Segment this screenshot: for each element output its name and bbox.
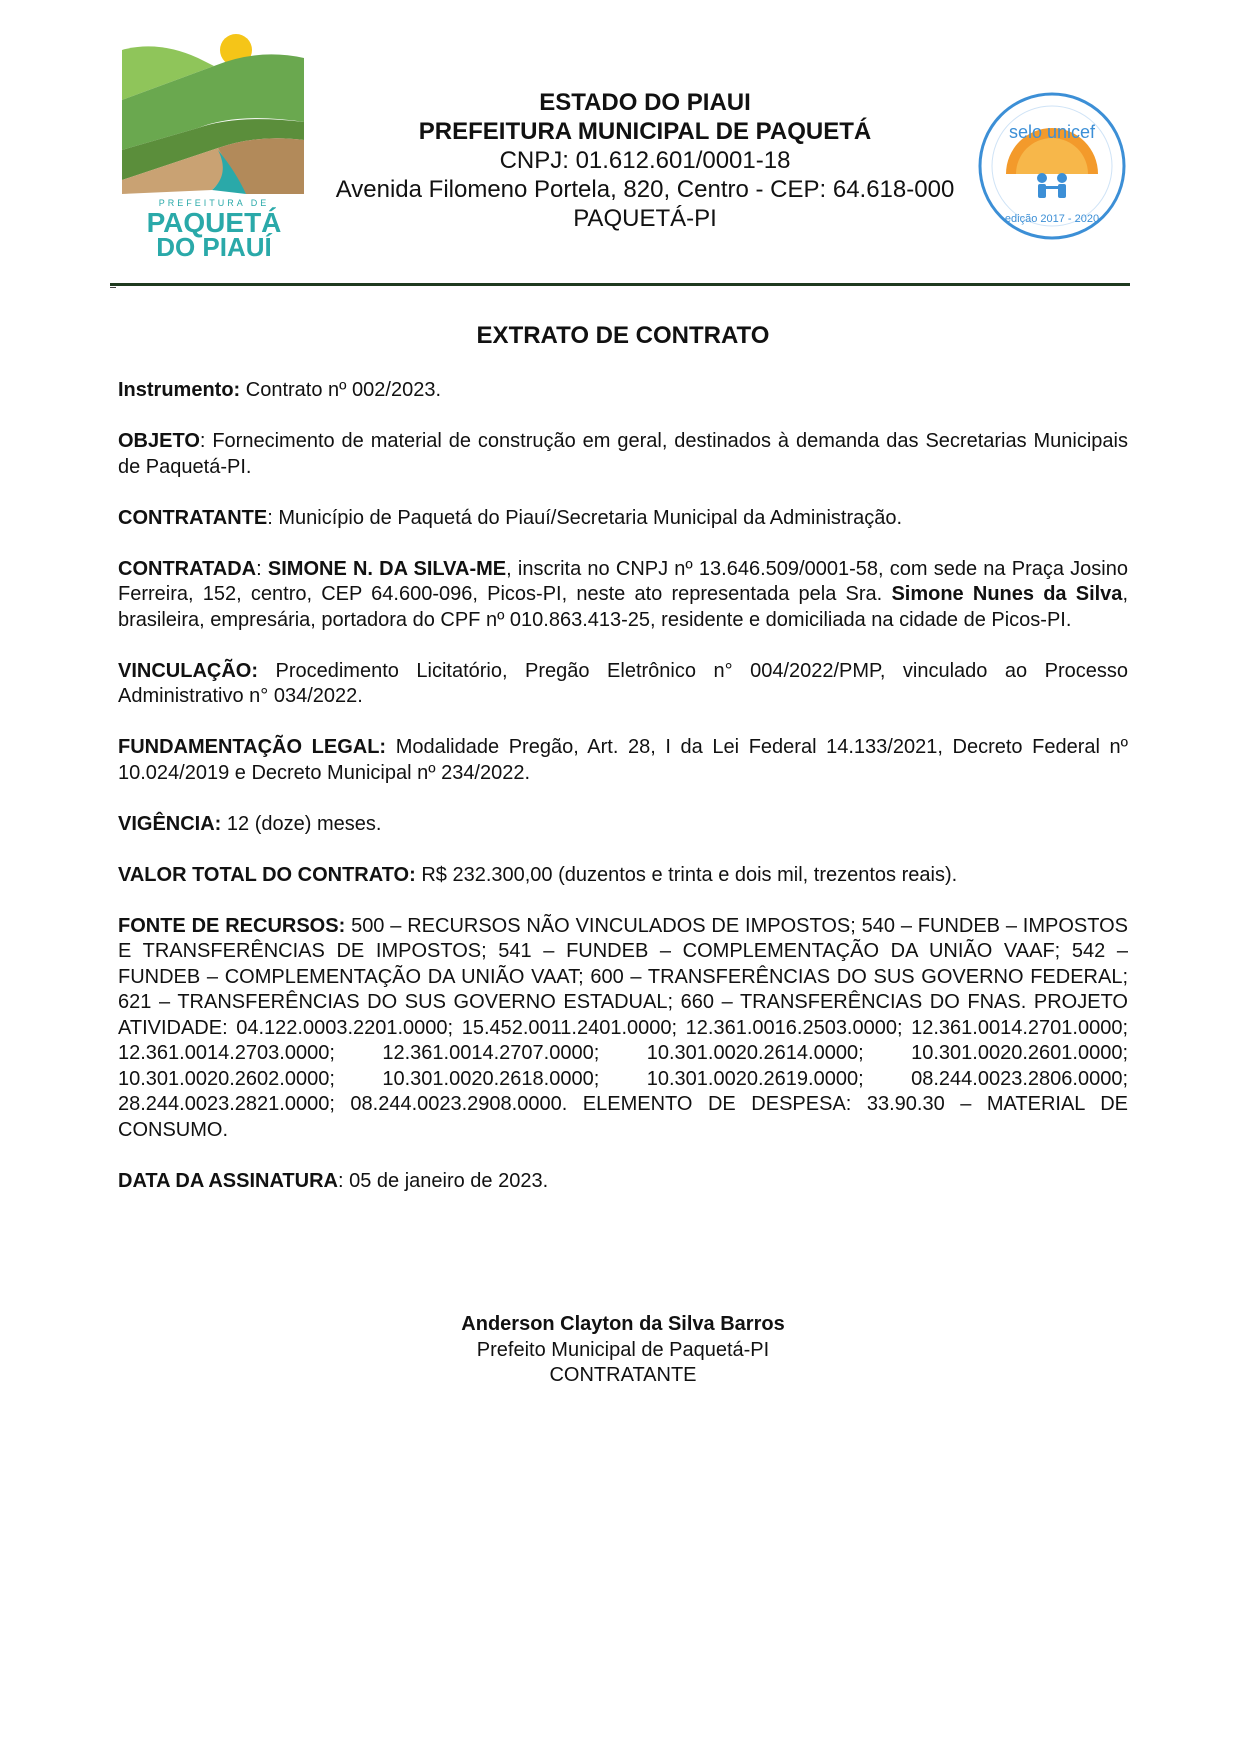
para-instrumento — [118, 378, 1128, 404]
para-objeto — [118, 429, 1128, 480]
contratante-text: : Município de Paquetá do Piauí/Secretaria Municipal da Administração. — [267, 506, 903, 529]
fonte-text: 500 – RECURSOS NÃO VINCULADOS DE IMPOSTOS; 540 – FUNDEB – IMPOSTOS E TRANSFERÊNCIAS DE IMPOSTOS; 541 – FUNDEB – COMPLEMENTAÇÃO DA UNIÃO VAAF; 542 – FUNDEB – COMPLEMENTAÇÃO DA UNIÃO VAAT; 600 – TRANSFERÊNCIAS DO SUS GOVERNO FEDERAL; 621 – TRANSFERÊNCIAS DO SUS GOVERNO ESTADUAL; 660 – TRANSFERÊNCIAS DO FNAS. PROJETO ATIVIDADE: 04.122.0003.2201.0000; 15.452.0011.2401.0000; 12.361.0016.2503.0000; 12.361.0014.2701.0000; 12.361.0014.2703.0000; 12.361.0014.2707.0000; 10.301.0020.2614.0000; 10.301.0020.2601.0000; 10.301.0020.2602.0000; 10.301.0020.2618.0000; 10.301.0020.2619.0000; 08.244.0023.2806.0000; 28.244.0023.2821.0000; 08.244.0023.2908.0000. ELEMENTO DE DESPESA: 33.90.30 – MATERIAL DE CONSUMO. — [118, 914, 1128, 1141]
para-contratada — [118, 557, 1128, 634]
vigencia-text: 12 (doze) meses. — [221, 812, 382, 835]
signatory-name: Anderson Clayton da Silva Barros — [461, 1313, 785, 1335]
vinculacao-label: VINCULAÇÃO: — [118, 659, 258, 682]
contratante-label: CONTRATANTE — [118, 506, 268, 529]
contratada-company: SIMONE N. DA SILVA-ME — [267, 557, 507, 580]
header-address: Avenida Filomeno Portela, 820, Centro - CEP: 64.618-000 — [335, 176, 955, 203]
municipal-landscape-logo-icon — [118, 30, 338, 262]
header-state: ESTADO DO PIAUI — [539, 89, 751, 116]
document-title: EXTRATO DE CONTRATO — [476, 322, 770, 349]
valor-label: VALOR TOTAL DO CONTRATO: — [118, 863, 416, 886]
unicef-bottom-text: edição 2017 - 2020 — [1004, 213, 1100, 225]
para-fonte — [118, 914, 1128, 1144]
contratada-rep: Simone Nunes da Silva — [891, 583, 1123, 605]
header-cnpj: CNPJ: 01.612.601/0001-18 — [499, 147, 791, 174]
para-data — [118, 1169, 1128, 1195]
logo-line1: PAQUETÁ — [146, 207, 282, 238]
signature-block — [118, 1312, 1128, 1389]
contratada-sep: : — [256, 557, 268, 580]
unicef-top-text: selo unicef — [1008, 122, 1096, 142]
para-valor — [118, 863, 1128, 889]
divider-tick — [110, 287, 116, 288]
data-label: DATA DA ASSINATURA — [118, 1169, 338, 1192]
signatory-party: CONTRATANTE — [549, 1364, 697, 1386]
para-vinculacao — [118, 659, 1128, 710]
fonte-label: FONTE DE RECURSOS: — [118, 914, 346, 937]
unicef-seal-logo-icon — [976, 90, 1128, 242]
valor-text: R$ 232.300,00 (duzentos e trinta e dois mil, trezentos reais). — [415, 863, 958, 886]
vinculacao-text: Procedimento Licitatório, Pregão Eletrônico n° 004/2022/PMP, vinculado ao Processo Administrativo n° 034/2022. — [118, 659, 1128, 707]
objeto-label: OBJETO — [118, 430, 200, 452]
logo-line2: DO PIAUÍ — [156, 232, 272, 262]
contratada-text2: , brasileira, empresária, portadora do CPF nº 010.863.413-25, residente e domiciliada na cidade de Picos-PI. — [118, 583, 1128, 631]
instrumento-label: Instrumento: — [118, 379, 241, 401]
data-text: : 05 de janeiro de 2023. — [337, 1169, 549, 1192]
header-block — [330, 88, 960, 233]
para-vigencia — [118, 812, 1128, 838]
signatory-role: Prefeito Municipal de Paquetá-PI — [476, 1338, 770, 1361]
contratada-text1: , inscrita no CNPJ nº 13.646.509/0001-58, com sede na Praça Josino Ferreira, 152, centro, CEP 64.600-096, Picos-PI, neste ato representada pela Sra. — [118, 557, 1128, 605]
vigencia-label: VIGÊNCIA: — [118, 812, 222, 835]
contratada-label: CONTRATADA — [118, 557, 257, 580]
document-body — [118, 378, 1128, 1220]
logo-small-text: PREFEITURA DE — [158, 198, 270, 208]
fundamentacao-text: Modalidade Pregão, Art. 28, I da Lei Federal 14.133/2021, Decreto Federal nº 10.024/2019 e Decreto Municipal nº 234/2022. — [118, 736, 1128, 784]
header-prefecture: PREFEITURA MUNICIPAL DE PAQUETÁ — [418, 118, 872, 145]
header-city: PAQUETÁ-PI — [573, 205, 717, 232]
para-contratante — [118, 506, 1128, 532]
objeto-text: : Fornecimento de material de construção em geral, destinados à demanda das Secretarias Municipais de Paquetá-PI. — [118, 430, 1128, 478]
fundamentacao-label: FUNDAMENTAÇÃO LEGAL: — [118, 736, 387, 758]
instrumento-text: Contrato nº 002/2023. — [240, 379, 441, 401]
municipal-logo — [118, 30, 338, 262]
para-fundamentacao — [118, 735, 1128, 786]
header-divider — [110, 283, 1130, 286]
unicef-seal — [976, 90, 1128, 242]
